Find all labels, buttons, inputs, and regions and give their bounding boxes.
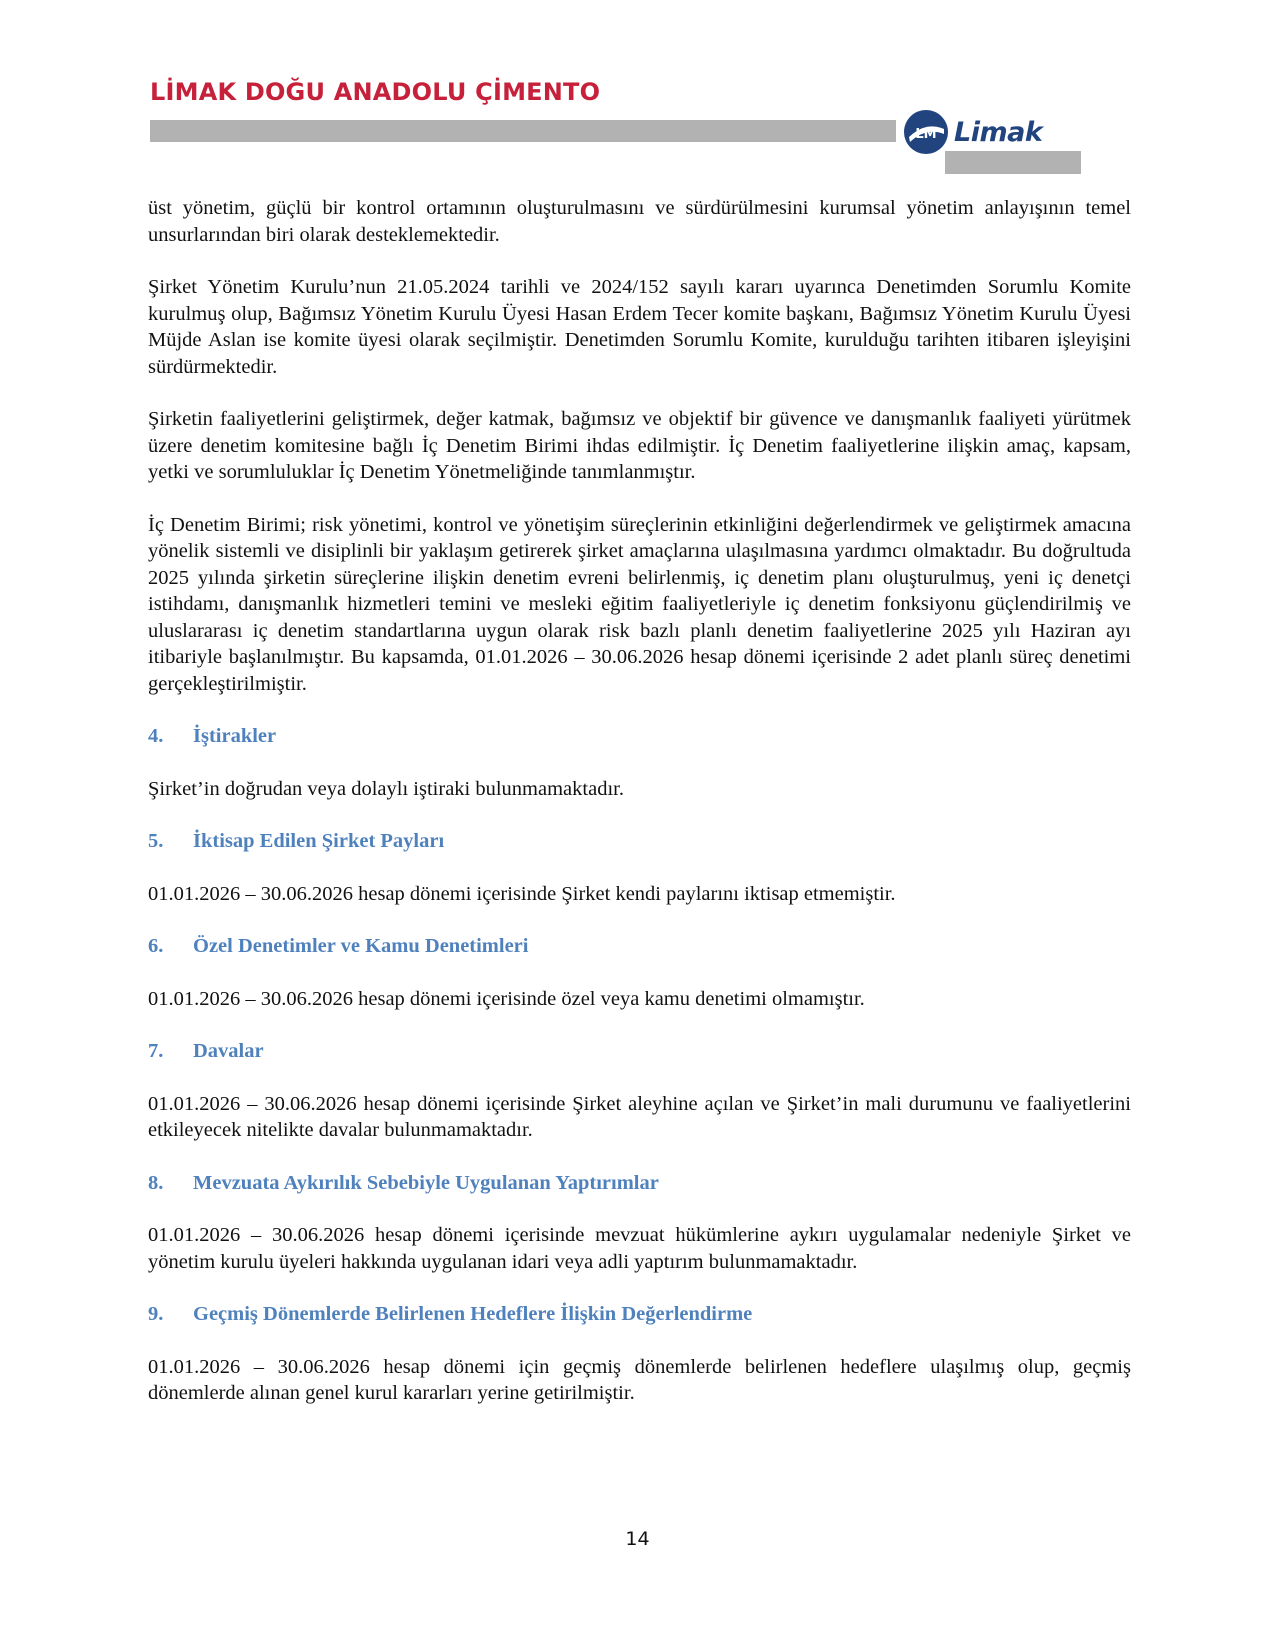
- limak-logo-icon: [901, 107, 951, 157]
- section-text: 01.01.2026 – 30.06.2026 hesap dönemi içerisinde Şirket kendi paylarını iktisap etmemiştir.: [148, 882, 896, 905]
- section-text: Şirket’in doğrudan veya dolaylı iştiraki bulunmamaktadır.: [148, 777, 624, 800]
- paragraph: Şirket Yönetim Kurulu’nun 21.05.2024 tarihli ve 2024/152 sayılı kararı uyarınca Denetimden Sorumlu Komite kurulmuş olup, Bağımsız Yönetim Kurulu Üyesi Hasan Erdem Tecer komite başkanı, Bağımsız Yönetim Kurulu Üyesi Müjde Aslan ise komite üyesi olarak seçilmiştir. Denetimden Sorumlu Komite, kurulduğu tarihten itibaren işleyişini sürdürmektedir.: [148, 276, 1131, 378]
- section-text: 01.01.2026 – 30.06.2026 hesap dönemi için geçmiş dönemlerde belirlenen hedeflere ulaşılmış olup, geçmiş dönemlerde alınan genel kurul kararları yerine getirilmiştir.: [148, 1355, 1131, 1404]
- section-heading-4: [148, 723, 1131, 750]
- section-title: İştirakler: [193, 725, 277, 747]
- section-title: Geçmiş Dönemlerde Belirlenen Hedeflere İlişkin Değerlendirme: [193, 1303, 753, 1325]
- paragraph: üst yönetim, güçlü bir kontrol ortamının oluşturulmasını ve sürdürülmesini kurumsal yönetim anlayışının temel unsurlarından biri olarak desteklemektedir.: [148, 197, 1131, 246]
- page-header: [150, 78, 1080, 178]
- section-number: 4.: [148, 725, 164, 747]
- page-number: 14: [625, 1528, 650, 1550]
- section-heading-8: [148, 1170, 1131, 1197]
- paragraph: İç Denetim Birimi; risk yönetimi, kontrol ve yönetişim süreçlerinin etkinliğini değerlendirmek ve geliştirmek amacına yönelik sistemli ve disiplinli bir yaklaşım getirerek şirket amaçlarına ulaşılmasına yardımcı olmaktadır. Bu doğrultuda 2025 yılında şirketin süreçlerine ilişkin denetim evreni belirlenmiş, iç denetim planı oluşturulmuş, yeni iç denetçi istihdamı, danışmanlık hizmetleri temini ve mesleki eğitim faaliyetleriyle iç denetim fonksiyonu güçlendirilmiş ve uluslararası iç denetim standartlarına uygun olarak risk bazlı planlı denetim faaliyetlerine 2025 yılı Haziran ayı itibariyle başlanılmıştır. Bu kapsamda, 01.01.2026 – 30.06.2026 hesap dönemi içerisinde 2 adet planlı süreç denetimi gerçekleştirilmiştir.: [148, 513, 1131, 695]
- section-heading-6: [148, 933, 1131, 960]
- section-text: 01.01.2026 – 30.06.2026 hesap dönemi içerisinde mevzuat hükümlerine aykırı uygulamalar nedeniyle Şirket ve yönetim kurulu üyeleri hakkında uygulanan idari veya adli yaptırım bulunmamaktadır.: [148, 1224, 1131, 1273]
- section-number: 6.: [148, 935, 164, 957]
- section-text: 01.01.2026 – 30.06.2026 hesap dönemi içerisinde Şirket aleyhine açılan ve Şirket’in mali durumunu ve faaliyetlerini etkileyecek nitelikte davalar bulunmamaktadır.: [148, 1092, 1131, 1141]
- section-number: 8.: [148, 1171, 164, 1194]
- section-number: 7.: [148, 1040, 164, 1062]
- section-title: Davalar: [193, 1040, 264, 1062]
- logo-text: Limak: [954, 116, 1043, 148]
- section-number: 5.: [148, 830, 164, 852]
- company-name: LİMAK DOĞU ANADOLU ÇİMENTO: [150, 78, 601, 106]
- section-title: Mevzuata Aykırılık Sebebiyle Uygulanan Yaptırımlar: [193, 1171, 659, 1194]
- section-heading-7: [148, 1038, 1131, 1065]
- section-title: Özel Denetimler ve Kamu Denetimleri: [193, 935, 529, 957]
- paragraph: Şirketin faaliyetlerini geliştirmek, değer katmak, bağımsız ve objektif bir güvence ve danışmanlık faaliyeti yürütmek üzere denetim komitesine bağlı İç Denetim Birimi ihdas edilmiştir. İç Denetim faaliyetlerine ilişkin amaç, kapsam, yetki ve sorumluluklar İç Denetim Yönetmeliğinde tanımlanmıştır.: [148, 408, 1131, 483]
- logo-mark-text: LM: [915, 127, 937, 142]
- document-body: [148, 195, 1131, 1407]
- section-number: 9.: [148, 1303, 164, 1325]
- section-heading-5: [148, 828, 1131, 855]
- section-heading-9: [148, 1301, 1131, 1328]
- limak-logo: [901, 107, 1042, 157]
- section-text: 01.01.2026 – 30.06.2026 hesap dönemi içerisinde özel veya kamu denetimi olmamıştır.: [148, 987, 865, 1010]
- section-title: İktisap Edilen Şirket Payları: [193, 830, 445, 852]
- header-bar-top: [150, 120, 896, 142]
